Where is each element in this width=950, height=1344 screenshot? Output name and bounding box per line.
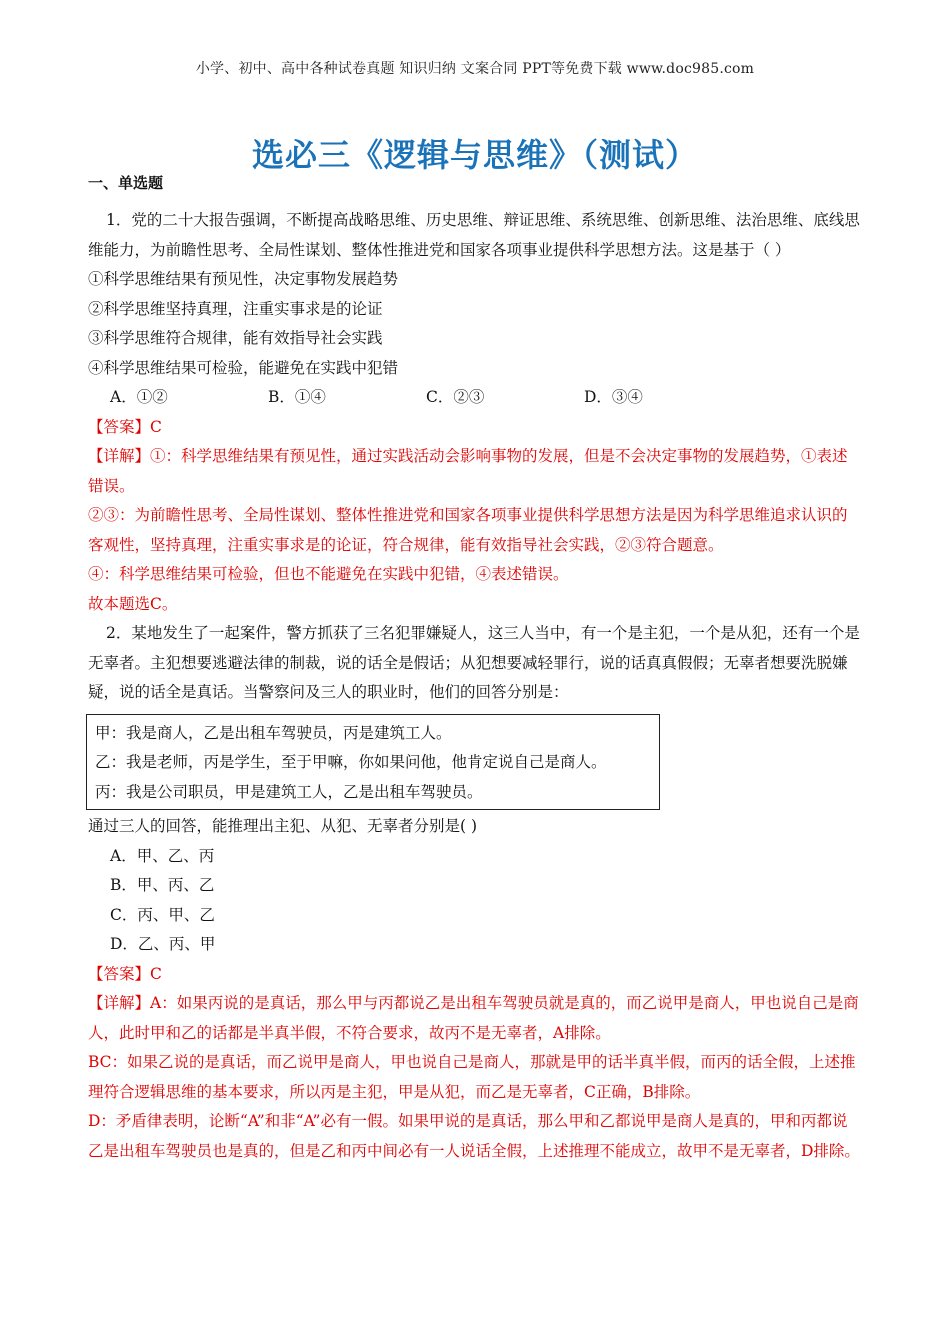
q2-option-c: C．丙、甲、乙 — [110, 905, 215, 924]
q1-stem: 1．党的二十大报告强调，不断提高战略思维、历史思维、辩证思维、系统思维、创新思维、法治思维、底线思维能力，为前瞻性思考、全局性谋划、整体性推进党和国家各项事业提供科学思想方法。这是基于（ ） — [88, 211, 860, 259]
q2-statement: 丙：我是公司职员，甲是建筑工人，乙是出租车驾驶员。 — [95, 782, 483, 801]
document-title: 选必三《逻辑与思维》（测试） — [251, 136, 698, 174]
q1-answer: 【答案】C — [88, 417, 162, 436]
q2-stem: 2．某地发生了一起案件，警方抓获了三名犯罪嫌疑人，这三人当中，有一个是主犯，一个是从犯，还有一个是无辜者。主犯想要逃避法律的制裁，说的话全是假话；从犯想要减轻罪行，说的话真真假假；无辜者想要洗脱嫌疑，说的话全是真话。当警察问及三人的职业时，他们的回答分别是： — [88, 624, 860, 701]
q1-item: ④科学思维结果可检验，能避免在实践中犯错 — [88, 358, 399, 377]
q1-option-d: D．③④ — [584, 388, 643, 406]
q1-explain: 【详解】①：科学思维结果有预见性，通过实践活动会影响事物的发展，但是不会决定事物的发展趋势，①表述错误。 — [88, 447, 848, 495]
q1-item: ③科学思维符合规律，能有效指导社会实践 — [88, 329, 383, 347]
q1-item: ②科学思维坚持真理，注重实事求是的论证 — [88, 299, 383, 318]
q2-statement: 乙：我是老师，丙是学生，至于甲嘛，你如果问他，他肯定说自己是商人。 — [95, 753, 607, 771]
q1-explain: ②③：为前瞻性思考、全局性谋划、整体性推进党和国家各项事业提供科学思想方法是因为科学思维追求认识的客观性，坚持真理，注重实事求是的论证，符合规律，能有效指导社会实践，②③符合题意。 — [88, 506, 848, 554]
q2-explain: 【详解】A：如果丙说的是真话，那么甲与丙都说乙是出租车驾驶员就是真的，而乙说甲是商人，甲也说自己是商人，此时甲和乙的话都是半真半假，不符合要求，故丙不是无辜者，A排除。 — [88, 994, 859, 1042]
question-body — [88, 206, 862, 1166]
q1-explain: 故本题选C。 — [88, 594, 178, 613]
q1-option-b: B．①④ — [268, 388, 326, 406]
q2-option-b: B．甲、丙、乙 — [110, 876, 215, 894]
q2-statement: 甲：我是商人，乙是出租车驾驶员，丙是建筑工人。 — [95, 723, 452, 742]
q2-option-a: A．甲、乙、丙 — [110, 846, 215, 865]
q2-explain: D：矛盾律表明，论断“A”和非“A”必有一假。如果甲说的是真话，那么甲和乙都说甲是商人是真的，甲和丙都说乙是出租车驾驶员也是真的，但是乙和丙中间必有一人说话全假，上述推理不能成立，故甲不是无辜者，D排除。 — [88, 1112, 860, 1160]
q1-option-a: A．①② — [110, 388, 168, 406]
q2-statement-box — [86, 714, 660, 811]
q1-options — [88, 383, 862, 413]
q2-question: 通过三人的回答，能推理出主犯、从犯、无辜者分别是( ) — [88, 817, 478, 835]
q2-option-d: D．乙、丙、甲 — [110, 935, 216, 953]
q1-item: ①科学思维结果有预见性，决定事物发展趋势 — [88, 270, 399, 288]
q1-option-c: C．②③ — [426, 388, 485, 406]
q2-explain: BC：如果乙说的是真话，而乙说甲是商人，甲也说自己是商人，那就是甲的话半真半假，而丙的话全假，上述推理符合逻辑思维的基本要求，所以丙是主犯，甲是从犯，而乙是无辜者，C正确，B排除。 — [88, 1053, 856, 1101]
page-header: 小学、初中、高中各种试卷真题 知识归纳 文案合同 PPT等免费下载 www.doc985.com — [195, 61, 755, 77]
q1-explain: ④：科学思维结果可检验，但也不能避免在实践中犯错，④表述错误。 — [88, 565, 569, 583]
q2-answer: 【答案】C — [88, 964, 162, 983]
section-heading: 一、单选题 — [88, 174, 164, 192]
